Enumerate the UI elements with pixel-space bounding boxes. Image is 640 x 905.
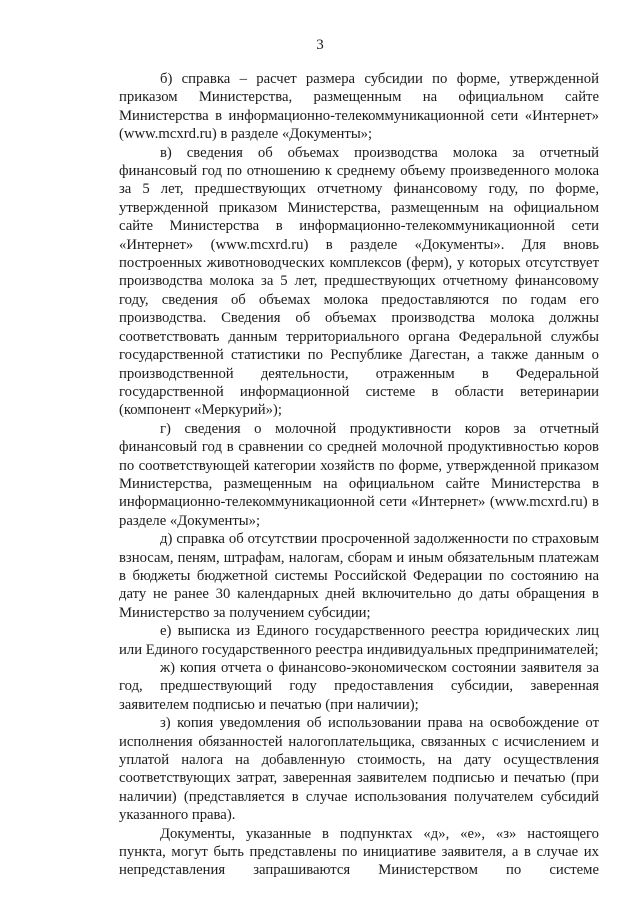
paragraph-v: в) сведения об объемах производства молока за отчетный финансовый год по отношению к среднему объему произведенного молока за 5 лет, предшествующих отчетному финансовому году, по форме, утвержденной приказом Министерства, размещенным на официальном сайте Министерства в информационно-телекоммуникационной сети «Интернет» (www.mcxrd.ru) в разделе «Документы». Для вновь построенных животноводческих комплексов (ферм), у которых отсутствует производства молока за 5 лет, предшествующих отчетному финансовому году, сведения об объемах молока предоставляются по годам его производства. Сведения об объемах производства молока должны соответствовать данным территориального органа Федеральной службы государственной статистики по Республике Дагестан, а также данным о производственной деятельности, отраженным в Федеральной государственной информационной системе в области ветеринарии (компонент «Меркурий»); bbox=[119, 144, 599, 419]
paragraph-b: б) справка – расчет размера субсидии по форме, утвержденной приказом Министерства, размещенным на официальном сайте Министерства в информационно-телекоммуникационной сети «Интернет» (www.mcxrd.ru) в разделе «Документы»; bbox=[119, 71, 599, 143]
page-number: 3 bbox=[316, 37, 324, 53]
paragraph-zh: ж) копия отчета о финансово-экономическом состоянии заявителя за год, предшествующий году предоставления субсидии, заверенная заявителем подписью и печатью (при наличии); bbox=[119, 660, 599, 713]
paragraph-g: г) сведения о молочной продуктивности коров за отчетный финансовый год в сравнении со средней молочной продуктивностью коров по соответствующей категории хозяйств по форме, утвержденной приказом Министерства, размещенным на официальном сайте Министерства в информационно-телекоммуникационной сети «Интернет» (www.mcxrd.ru) в разделе «Документы»; bbox=[119, 420, 599, 529]
paragraph-e: е) выписка из Единого государственного реестра юридических лиц или Единого государственного реестра индивидуальных предпринимателей; bbox=[119, 623, 599, 658]
paragraph-documents: Документы, указанные в подпунктах «д», «е», «з» настоящего пункта, могут быть представлены по инициативе заявителя, а в случае их непредставления запрашиваются Министерством по системе bbox=[119, 825, 599, 879]
document-body bbox=[119, 70, 599, 880]
paragraph-d: д) справка об отсутствии просроченной задолженности по страховым взносам, пеням, штрафам, налогам, сборам и иным обязательным платежам в бюджеты бюджетной системы Российской Федерации по состоянию на дату не ранее 30 календарных дней включительно до даты обращения в Министерство за получением субсидии; bbox=[119, 531, 599, 621]
paragraph-z: з) копия уведомления об использовании права на освобождение от исполнения обязанностей налогоплательщика, связанных с исчислением и уплатой налога на добавленную стоимость, на дату осуществления соответствующих затрат, заверенная заявителем подписью и печатью (при наличии) (представляется в случае использования получателем субсидий указанного права). bbox=[119, 715, 599, 824]
